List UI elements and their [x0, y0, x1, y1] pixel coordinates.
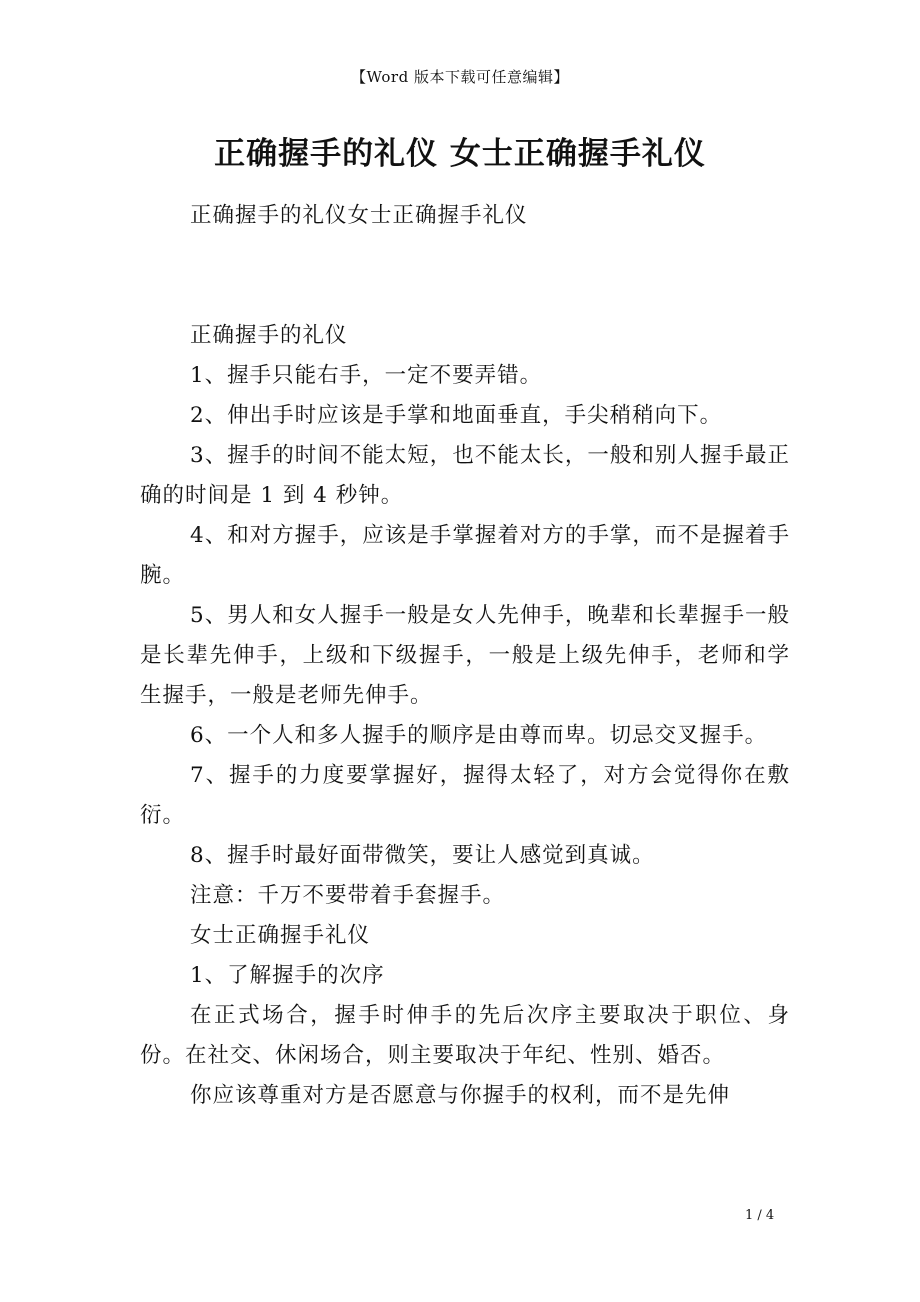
paragraph: 3、握手的时间不能太短，也不能太长，一般和别人握手最正确的时间是 1 到 4 秒钟。: [140, 443, 790, 508]
paragraph: 你应该尊重对方是否愿意与你握手的权利，而不是先伸: [190, 1083, 731, 1108]
paragraph: 6、一个人和多人握手的顺序是由尊而卑。切忌交叉握手。: [190, 723, 768, 748]
document-title: 正确握手的礼仪 女士正确握手礼仪: [214, 136, 706, 172]
paragraph: 7、握手的力度要掌握好，握得太轻了，对方会觉得你在敷衍。: [140, 763, 790, 828]
paragraph: 在正式场合，握手时伸手的先后次序主要取决于职位、身份。在社交、休闲场合，则主要取决于年纪、性别、婚否。: [140, 1003, 790, 1068]
paragraph: 8、握手时最好面带微笑，要让人感觉到真诚。: [190, 843, 655, 868]
paragraph: 1、了解握手的次序: [190, 963, 385, 988]
page-header: 【Word 版本下载可任意编辑】: [351, 68, 569, 86]
paragraph: 2、伸出手时应该是手掌和地面垂直，手尖稍稍向下。: [190, 403, 723, 428]
paragraph: 1、握手只能右手，一定不要弄错。: [190, 363, 543, 388]
paragraph: 注意：千万不要带着手套握手。: [190, 883, 506, 908]
page-number: 1 / 4: [745, 1208, 775, 1223]
section-heading: 女士正确握手礼仪: [190, 923, 371, 948]
paragraph: 5、男人和女人握手一般是女人先伸手，晚辈和长辈握手一般是长辈先伸手，上级和下级握手，一般是上级先伸手，老师和学生握手，一般是老师先伸手。: [140, 603, 790, 708]
paragraph: 4、和对方握手，应该是手掌握着对方的手掌，而不是握着手腕。: [140, 523, 790, 588]
section-heading: 正确握手的礼仪: [190, 323, 348, 348]
document-subtitle: 正确握手的礼仪女士正确握手礼仪: [190, 203, 528, 228]
document-body: [140, 196, 790, 1116]
